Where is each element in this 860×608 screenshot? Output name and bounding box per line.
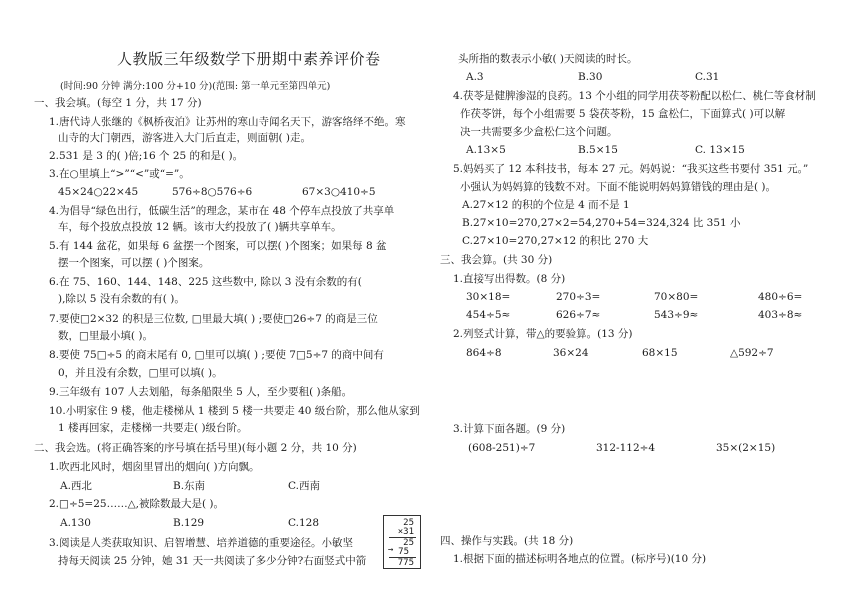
vertical-multiplication	[383, 515, 421, 569]
question-text: 数，□里最小填( )。	[58, 330, 153, 342]
question-text: 摆一个图案，可以摆 ( )个图案。	[58, 257, 210, 269]
calc-row: ×31	[397, 527, 414, 537]
option-b: B.东南	[173, 480, 206, 492]
question-text: 7.要使□2×32 的积是三位数, □里最大填( ) ;要使□26÷7 的商是三位	[49, 313, 378, 325]
option-a: A.西北	[60, 480, 92, 492]
oral-calc: 480÷6=	[758, 291, 803, 303]
question-text: ),除以 5 没有余数的有( )。	[58, 293, 185, 305]
option-c: C. 13×15	[695, 144, 745, 156]
oral-calc: 30×18=	[466, 291, 511, 303]
page-title: 人教版三年级数学下册期中素养评价卷	[117, 50, 381, 68]
question-text: 9.三年级有 107 人去划船，每条船限坐 5 人，至少要租( )条船。	[49, 386, 353, 398]
option-b: B.30	[578, 71, 603, 83]
calc-row: 775	[397, 558, 414, 568]
question-text: 小强认为妈妈算的钱数不对。下面不能说明妈妈算错钱的理由是( )。	[460, 181, 777, 193]
question-text: 3.阅读是人类获取知识、启智增慧、培养道德的重要途径。小敏坚	[49, 537, 354, 549]
question-text: 2.□÷5=25……△,被除数最大是( )。	[49, 498, 225, 510]
section-4-heading: 四、操作与实践。(共 18 分)	[440, 535, 574, 547]
question-text: 1.直接写出得数。(8 分)	[453, 273, 566, 285]
section-3-heading: 三、我会算。(共 30 分)	[440, 254, 553, 266]
arrow-icon: →	[388, 545, 394, 555]
option-c: C.128	[288, 517, 320, 529]
option-a: A.130	[60, 517, 91, 529]
option-c: C.27×10=270,27×12 的积比 270 大	[462, 235, 649, 247]
question-text: 持每天阅读 25 分钟，她 31 天一共阅读了多少分钟?右面竖式中箭	[58, 555, 367, 567]
oral-calc: 403÷8≈	[758, 309, 803, 321]
vertical-calc-item: △592÷7	[730, 347, 774, 359]
step-calc-item: 312-112÷4	[596, 442, 656, 454]
oral-calc: 454÷5≈	[466, 309, 511, 321]
oral-calc: 543÷9≈	[654, 309, 699, 321]
option-b: B.5×15	[578, 144, 618, 156]
vertical-calc-item: 864÷8	[466, 347, 502, 359]
option-a: A.27×12 的积的个位是 4 而不是 1	[462, 199, 630, 211]
question-text: 6.在 75、160、144、148、225 这些数中, 除以 3 没有余数的有(	[49, 276, 362, 288]
option-c: C.西南	[288, 480, 320, 492]
question-text: 10.小明家住 9 楼，他走楼梯从 1 楼到 5 楼一共要走 40 级台阶，那么他从家到	[49, 405, 420, 417]
question-text: 1.唐代诗人张继的《枫桥夜泊》让苏州的寒山寺闻名天下，游客络绎不绝。寒	[49, 116, 406, 128]
vertical-calc-item: 68×15	[642, 347, 678, 359]
option-b: B.27×10=270,27×2=54,270+54=324,324 比 351 小	[462, 217, 741, 229]
question-text: 8.要使 75□÷5 的商末尾有 0, □里可以填( ) ;要使 7□5÷7 的商中间有	[49, 349, 384, 361]
question-text: 山寺的大门朝西，游客进入大门后直走，则面朝( )走。	[58, 132, 312, 144]
question-text: 4.茯苓是健脾渗湿的良药。13 个小组的同学用茯苓粉配以松仁、桃仁等食材制	[453, 90, 816, 102]
question-text: 车，每个投放点投放 12 辆。该市大约投放了( )辆共享单车。	[58, 221, 342, 233]
calc-row: 75	[398, 547, 409, 557]
question-text: 4.为倡导“绿色出行，低碳生活”的理念，某市在 48 个停车点投放了共享单	[49, 205, 395, 217]
exam-info: (时间:90 分钟 满分:100 分+10 分)(范围: 第一单元至第四单元)	[60, 81, 331, 92]
comparison-item: 45×24○22×45	[58, 186, 139, 198]
question-text: 2.列竖式计算，带△的要验算。(13 分)	[453, 328, 633, 340]
option-c: C.31	[695, 71, 720, 83]
step-calc-item: (608-251)÷7	[468, 442, 536, 454]
option-a: A.13×5	[466, 144, 506, 156]
question-text: 1 楼再回家，走楼梯一共要走( )级台阶。	[58, 422, 248, 434]
question-text: 1.根据下面的描述标明各地点的位置。(标序号)(10 分)	[453, 553, 707, 565]
calc-row: 25	[403, 518, 414, 528]
question-text: 3.计算下面各题。(9 分)	[453, 423, 566, 435]
oral-calc: 70×80=	[654, 291, 699, 303]
vertical-calc-item: 36×24	[553, 347, 589, 359]
question-text: 5.有 144 盆花，如果每 6 盆摆一个图案，可以摆( )个图案；如果每 8 盆	[49, 240, 387, 252]
oral-calc: 270÷3=	[556, 291, 601, 303]
comparison-item: 576÷8○576÷6	[172, 186, 253, 198]
option-a: A.3	[466, 71, 484, 83]
calc-row: 25	[403, 538, 414, 548]
section-1-heading: 一、我会填。(每空 1 分，共 17 分)	[34, 97, 202, 109]
question-text: 1.吹西北风时，烟囱里冒出的烟向( )方向飘。	[49, 461, 260, 473]
question-text: 2.531 是 3 的( )倍;16 个 25 的和是( )。	[49, 150, 244, 162]
step-calc-item: 35×(2×15)	[716, 442, 776, 454]
question-text: 0，并且没有余数，□里可以填( )。	[58, 367, 223, 379]
question-text: 3.在○里填上“>”“<”或“=”。	[49, 168, 190, 180]
question-text: 决一共需要多少盒松仁这个问题。	[460, 126, 618, 138]
question-text: 5.妈妈买了 12 本科技书，每本 27 元。妈妈说：“我买这些书要付 351 元。”	[453, 163, 809, 175]
question-text: 头所指的数表示小敏( )天阅读的时长。	[458, 53, 638, 65]
oral-calc: 626÷7≈	[556, 309, 601, 321]
comparison-item: 67×3○410÷5	[302, 186, 376, 198]
question-text: 作茯苓饼，每个小组需要 5 袋茯苓粉，15 盒松仁，下面算式( )可以解	[460, 108, 786, 120]
option-b: B.129	[173, 517, 205, 529]
section-2-heading: 二、我会选。(将正确答案的序号填在括号里)(每小题 2 分，共 10 分)	[34, 442, 357, 454]
